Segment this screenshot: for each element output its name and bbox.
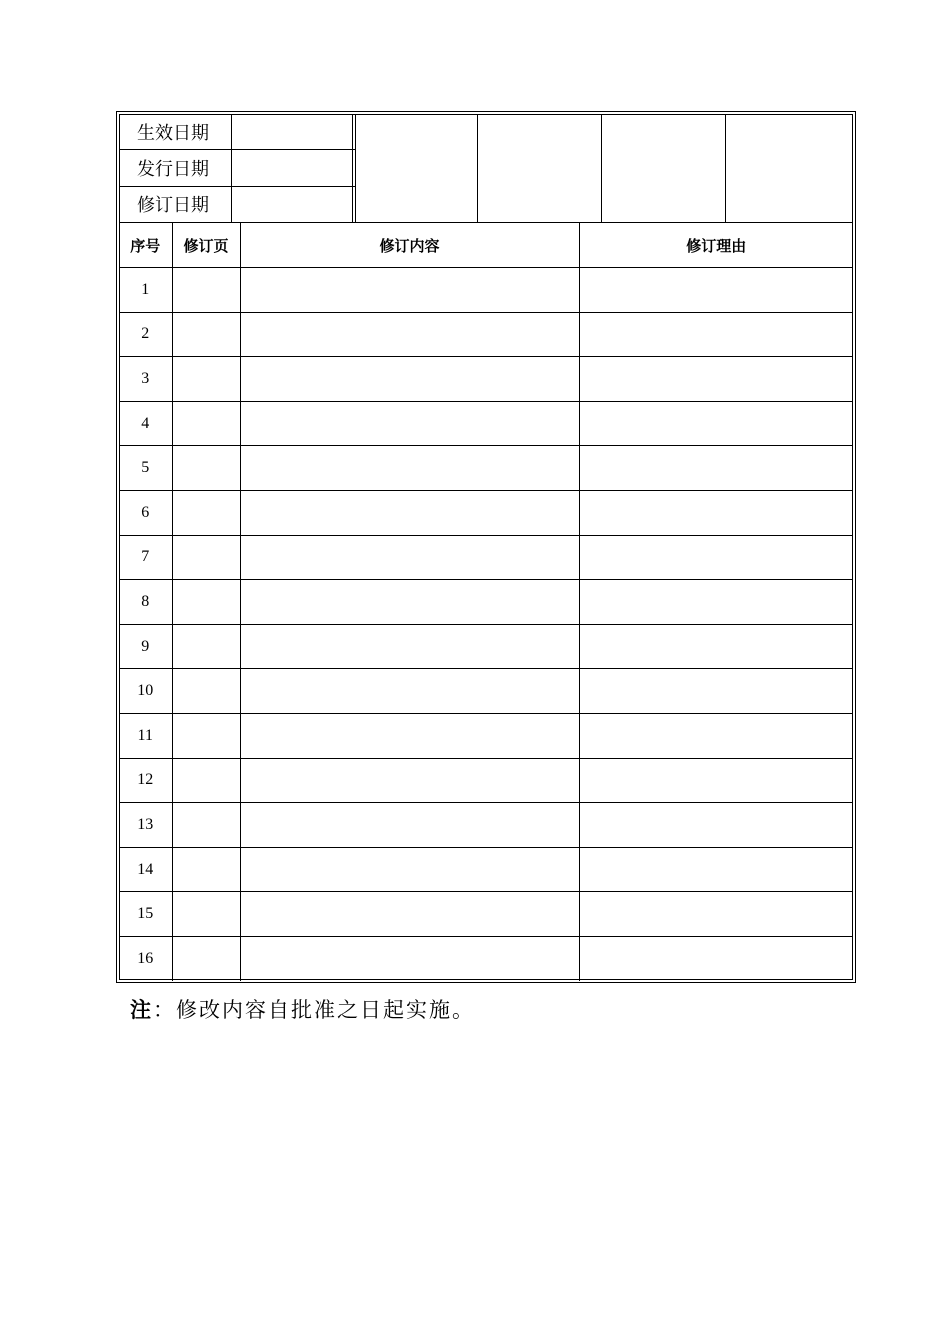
row-number-cell: 13 [119, 803, 172, 848]
revision-reason-cell[interactable] [579, 490, 853, 535]
revision-date-row [119, 186, 356, 222]
table-row [119, 490, 853, 535]
col-header-no: 序号 [119, 223, 172, 268]
revision-page-cell[interactable] [172, 847, 240, 892]
revision-date-value[interactable] [232, 186, 357, 222]
note-text: 修改内容自批准之日起实施。 [176, 998, 475, 1022]
revision-page-cell[interactable] [172, 312, 240, 357]
table-row [119, 268, 853, 313]
signature-cell-divider-1 [477, 114, 478, 222]
revision-page-cell[interactable] [172, 580, 240, 625]
revision-reason-cell[interactable] [579, 624, 853, 669]
revision-reason-cell[interactable] [579, 580, 853, 625]
col-header-content: 修订内容 [240, 223, 579, 268]
revision-content-cell[interactable] [240, 312, 579, 357]
revision-page-cell[interactable] [172, 713, 240, 758]
table-row [119, 357, 853, 402]
revision-page-cell[interactable] [172, 357, 240, 402]
table-row [119, 936, 853, 980]
header-double-divider-a [352, 114, 353, 222]
revision-reason-cell[interactable] [579, 847, 853, 892]
revision-content-cell[interactable] [240, 401, 579, 446]
table-row [119, 847, 853, 892]
revision-table-body [119, 268, 853, 981]
effective-date-row [119, 114, 356, 150]
header-block [119, 114, 853, 222]
revision-content-cell[interactable] [240, 268, 579, 313]
issue-date-label: 发行日期 [119, 150, 232, 186]
revision-date-label: 修订日期 [119, 186, 232, 222]
table-row [119, 713, 853, 758]
row-number-cell: 14 [119, 847, 172, 892]
table-row [119, 446, 853, 491]
row-number-cell: 6 [119, 490, 172, 535]
col-header-reason: 修订理由 [579, 223, 853, 268]
table-row [119, 535, 853, 580]
revision-content-cell[interactable] [240, 936, 579, 980]
revision-table-header [119, 223, 853, 268]
row-number-cell: 3 [119, 357, 172, 402]
revision-page-cell[interactable] [172, 892, 240, 937]
row-number-cell: 8 [119, 580, 172, 625]
revision-content-cell[interactable] [240, 713, 579, 758]
revision-content-cell[interactable] [240, 758, 579, 803]
row-number-cell: 4 [119, 401, 172, 446]
row-number-cell: 15 [119, 892, 172, 937]
table-row [119, 401, 853, 446]
effective-date-label: 生效日期 [119, 114, 232, 150]
row-number-cell: 2 [119, 312, 172, 357]
row-number-cell: 16 [119, 936, 172, 980]
row-number-cell: 1 [119, 268, 172, 313]
revision-content-cell[interactable] [240, 892, 579, 937]
revision-reason-cell[interactable] [579, 936, 853, 980]
revision-content-cell[interactable] [240, 669, 579, 714]
row-number-cell: 7 [119, 535, 172, 580]
revision-reason-cell[interactable] [579, 357, 853, 402]
revision-content-cell[interactable] [240, 580, 579, 625]
revision-reason-cell[interactable] [579, 892, 853, 937]
revision-page-cell[interactable] [172, 803, 240, 848]
row-number-cell: 9 [119, 624, 172, 669]
note-label: 注 [130, 998, 153, 1022]
revision-page-cell[interactable] [172, 401, 240, 446]
date-table [119, 114, 356, 222]
signature-cell-divider-2 [601, 114, 602, 222]
revision-page-cell[interactable] [172, 758, 240, 803]
revision-content-cell[interactable] [240, 490, 579, 535]
issue-date-row [119, 150, 356, 186]
signature-cell-divider-3 [725, 114, 726, 222]
row-number-cell: 10 [119, 669, 172, 714]
revision-page-cell[interactable] [172, 490, 240, 535]
revision-page-cell[interactable] [172, 624, 240, 669]
note-colon: ： [153, 998, 176, 1022]
table-row [119, 624, 853, 669]
revision-reason-cell[interactable] [579, 669, 853, 714]
revision-reason-cell[interactable] [579, 535, 853, 580]
table-row [119, 758, 853, 803]
revision-page-cell[interactable] [172, 535, 240, 580]
header-double-divider-b [355, 114, 356, 222]
effective-date-value[interactable] [232, 114, 357, 150]
revision-reason-cell[interactable] [579, 446, 853, 491]
table-row [119, 892, 853, 937]
revision-content-cell[interactable] [240, 535, 579, 580]
revision-page-cell[interactable] [172, 669, 240, 714]
row-number-cell: 5 [119, 446, 172, 491]
table-row [119, 803, 853, 848]
row-number-cell: 11 [119, 713, 172, 758]
revision-reason-cell[interactable] [579, 758, 853, 803]
table-row [119, 312, 853, 357]
revision-page-cell[interactable] [172, 268, 240, 313]
footer-note [130, 994, 475, 1024]
revision-content-cell[interactable] [240, 446, 579, 491]
revision-reason-cell[interactable] [579, 401, 853, 446]
revision-content-cell[interactable] [240, 803, 579, 848]
table-row [119, 669, 853, 714]
row-number-cell: 12 [119, 758, 172, 803]
revision-reason-cell[interactable] [579, 312, 853, 357]
col-header-page: 修订页 [172, 223, 240, 268]
revision-reason-cell[interactable] [579, 803, 853, 848]
revision-content-cell[interactable] [240, 624, 579, 669]
revision-reason-cell[interactable] [579, 713, 853, 758]
revision-reason-cell[interactable] [579, 268, 853, 313]
issue-date-value[interactable] [232, 150, 357, 186]
revision-content-cell[interactable] [240, 847, 579, 892]
revision-page-cell[interactable] [172, 446, 240, 491]
table-row [119, 580, 853, 625]
revision-table [119, 222, 853, 981]
revision-page-cell[interactable] [172, 936, 240, 980]
revision-content-cell[interactable] [240, 357, 579, 402]
